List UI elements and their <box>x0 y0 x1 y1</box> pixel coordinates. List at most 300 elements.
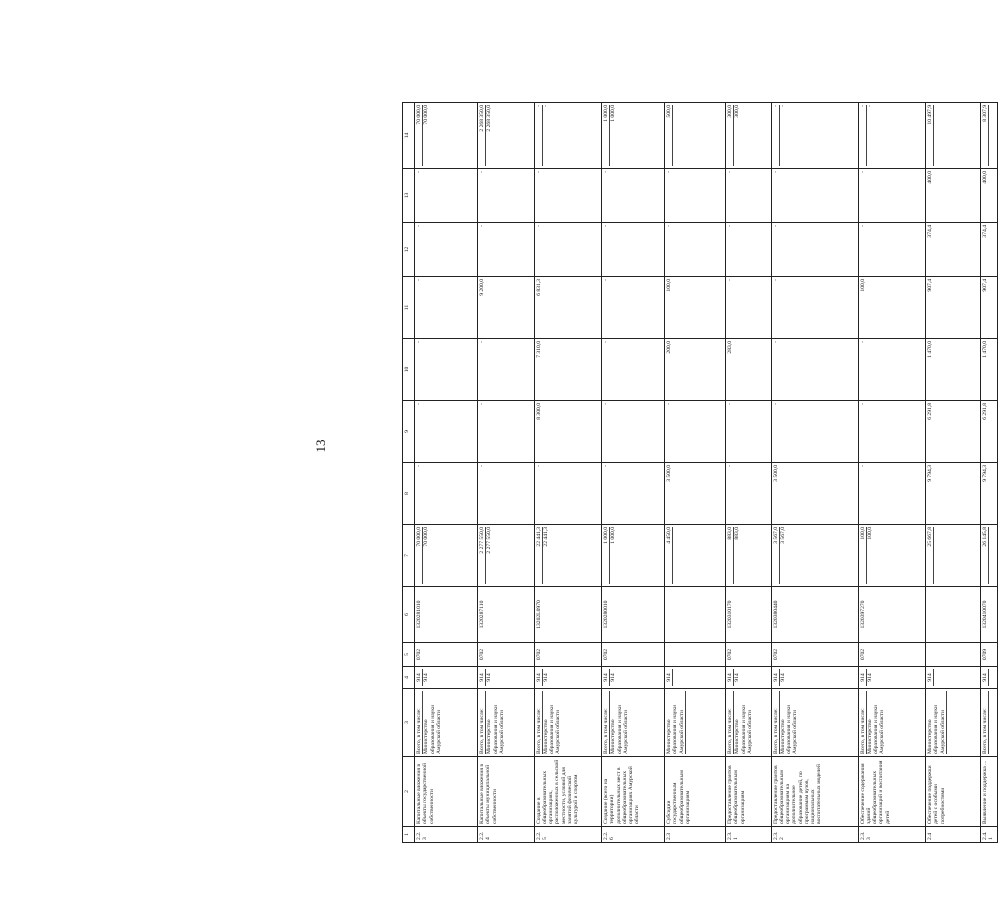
cell-subvalue: Министерство образования и науки Амурской области <box>542 705 562 754</box>
table-cell-exec1 <box>665 689 726 757</box>
cell-subvalue: 1 000,0 <box>610 527 617 544</box>
table-cell-rzpr <box>771 643 858 667</box>
table-cell-y2017 <box>665 277 726 339</box>
table-row <box>980 103 998 843</box>
cell-value: 6 291,8 <box>927 403 934 420</box>
table-cell-code <box>726 827 772 843</box>
cell-value: 8 307,9 <box>982 105 989 166</box>
table-cell-code <box>415 827 478 843</box>
table-cell-y2016 <box>726 339 772 401</box>
cell-value: 2.3.2 <box>772 831 785 840</box>
cell-subvalue: 2 268 350,0 <box>486 105 493 132</box>
table-cell-y2017 <box>726 277 772 339</box>
cell-value: - <box>772 403 779 405</box>
header-cell: 2 <box>403 757 415 827</box>
cell-value: 374,4 <box>927 225 934 238</box>
cell-value: Субсидии государственным общеобразовательным организациям <box>666 770 691 824</box>
cell-subvalue: 914 <box>423 673 430 682</box>
table-cell-y2016 <box>858 339 925 401</box>
cell-value: 200,0 <box>666 341 673 354</box>
cell-subvalue: 914 <box>486 673 493 682</box>
table-cell-exec1 <box>602 689 665 757</box>
cell-value: - <box>773 105 780 166</box>
cell-value: 1320410070 <box>981 600 988 629</box>
cell-value: 1320281010 <box>416 600 422 629</box>
cell-value: 70 000,0 <box>416 527 423 584</box>
header-cell: 7 <box>403 525 415 587</box>
table-cell-y2016 <box>771 339 858 401</box>
table-cell-rzpr <box>534 643 601 667</box>
cell-value: - <box>603 279 610 281</box>
cell-value: - <box>416 403 422 405</box>
table-cell-rzpr <box>415 643 478 667</box>
table-cell-code <box>665 827 726 843</box>
cell-subvalue: - <box>866 105 873 107</box>
cell-value: - <box>603 465 610 467</box>
table-cell-rzpr <box>858 643 925 667</box>
cell-value: 70 000,0 <box>416 105 423 166</box>
cell-subvalue: Министерство образования и науки Амурской области <box>734 705 753 754</box>
cell-value: 0702 <box>603 648 610 661</box>
cell-value: - <box>860 105 867 166</box>
table-cell-grbs1 <box>602 667 665 689</box>
cell-value: - <box>727 225 734 227</box>
cell-value: - <box>859 225 866 227</box>
cell-value: 13202L0970 <box>535 600 542 629</box>
cell-value: - <box>479 341 486 343</box>
cell-value: 6 831,3 <box>535 279 542 296</box>
table-cell-y2020a <box>726 103 772 169</box>
table-cell-y2019 <box>415 169 478 223</box>
table-row <box>602 103 665 843</box>
cell-value: 914 <box>927 669 934 686</box>
table-cell-y2016 <box>926 339 980 401</box>
table-cell-y2019 <box>726 169 772 223</box>
table-cell-y2018 <box>980 223 998 277</box>
table-cell-y2014 <box>415 463 478 525</box>
table-cell-name <box>534 757 601 827</box>
table-cell-code <box>980 827 998 843</box>
table-row <box>926 103 980 843</box>
cell-subvalue: 883,0 <box>734 527 741 540</box>
cell-subvalue: 100,0 <box>866 527 873 540</box>
cell-value: - <box>535 225 542 227</box>
cell-value: 2.2.5 <box>535 831 548 840</box>
cell-subvalue: - <box>542 105 549 107</box>
cell-value: 500,0 <box>666 105 673 166</box>
cell-value: - <box>416 225 422 227</box>
cell-value: - <box>416 279 422 281</box>
table-cell-y2014 <box>602 463 665 525</box>
cell-value: - <box>727 403 734 405</box>
table-cell-y2014 <box>926 463 980 525</box>
cell-value: 9 794,3 <box>927 465 934 482</box>
cell-value: 7 310,0 <box>535 341 542 358</box>
cell-subvalue: 300,0 <box>734 105 741 118</box>
cell-value: 0702 <box>479 648 486 661</box>
cell-subvalue: Министерство образования и науки Амурской области <box>866 705 886 754</box>
table-cell-csr <box>980 587 998 643</box>
table-cell-grbs1 <box>980 667 998 689</box>
table-cell-code <box>771 827 858 843</box>
cell-value: 0702 <box>535 648 542 661</box>
table-cell-exec1 <box>771 689 858 757</box>
cell-value: 883,0 <box>727 527 734 584</box>
table-cell-y2020a <box>926 103 980 169</box>
table-cell-y2014 <box>665 463 726 525</box>
table-cell-y2016 <box>478 339 535 401</box>
cell-value: 100,0 <box>860 527 867 584</box>
table-cell-csr <box>602 587 665 643</box>
cell-value: 914 <box>727 669 734 686</box>
cell-value: 914 <box>982 669 989 686</box>
table-cell-rzpr <box>980 643 998 667</box>
table-cell-y2016 <box>665 339 726 401</box>
cell-value: Обеспечение поддержки детей с особыми потребностями <box>927 765 946 824</box>
table-cell-y2017 <box>858 277 925 339</box>
cell-value: Капитальные вложения в объекты муниципальной собственности <box>479 764 498 824</box>
table-cell-y2018 <box>771 223 858 277</box>
header-cell: 11 <box>403 277 415 339</box>
cell-value: 2.3 <box>666 833 673 840</box>
table-cell-y2017 <box>926 277 980 339</box>
cell-value: - <box>479 225 486 227</box>
cell-value: 22 441,3 <box>536 527 543 584</box>
budget-table <box>402 102 998 843</box>
cell-value: 914 <box>860 669 867 686</box>
table-cell-name <box>415 757 478 827</box>
table-cell-y2017 <box>478 277 535 339</box>
table-cell-name <box>858 757 925 827</box>
table-cell-y2018 <box>665 223 726 277</box>
cell-value: Всего, в том числе: <box>536 691 543 754</box>
cell-subvalue: Министерство образования и науки Амурской области <box>610 705 629 754</box>
table-row <box>726 103 772 843</box>
cell-subvalue: 914 <box>734 673 741 682</box>
cell-value: 374,4 <box>981 225 988 238</box>
cell-value: 0702 <box>772 648 779 661</box>
table-cell-grbs1 <box>665 667 726 689</box>
table-cell-y2015 <box>665 401 726 463</box>
table-cell-y2017 <box>415 277 478 339</box>
cell-value: 2.2.6 <box>603 831 616 840</box>
cell-value: Всего, в том числе: <box>773 691 780 754</box>
header-cell: 5 <box>403 643 415 667</box>
cell-value: 914 <box>479 669 486 686</box>
table-cell-grbs1 <box>534 667 601 689</box>
cell-subvalue: 70 000,0 <box>423 527 430 547</box>
cell-value: 100,0 <box>666 279 673 292</box>
table-cell-name <box>665 757 726 827</box>
header-cell: 6 <box>403 587 415 643</box>
table-cell-y2017 <box>980 277 998 339</box>
cell-value: - <box>535 465 542 467</box>
table-cell-y2020a <box>665 103 726 169</box>
cell-value: 914 <box>416 669 423 686</box>
table-cell-name <box>726 757 772 827</box>
cell-value: - <box>603 403 610 405</box>
cell-value: - <box>416 341 422 343</box>
cell-subvalue: 3 567,0 <box>779 527 786 544</box>
table-cell-code <box>858 827 925 843</box>
table-cell-y2020a <box>771 103 858 169</box>
table-cell-y2017 <box>602 277 665 339</box>
cell-value: 26 145,8 <box>982 527 989 584</box>
table-cell-y2020a <box>415 103 478 169</box>
table-cell-grbs1 <box>858 667 925 689</box>
table-cell-grbs1 <box>771 667 858 689</box>
cell-value: - <box>536 105 543 166</box>
table-cell-y2018 <box>726 223 772 277</box>
cell-value: 0702 <box>416 648 422 661</box>
header-cell: 9 <box>403 401 415 463</box>
cell-value: Создание (всего на территории) дополнительных мест в общеобразовательных организациях Амурской области <box>603 766 641 824</box>
cell-value: Всего, в том числе: <box>416 691 423 754</box>
cell-value: - <box>479 465 486 467</box>
table-cell-y2018 <box>534 223 601 277</box>
cell-value: - <box>416 465 422 467</box>
cell-value: Министерство образования и науки Амурской области <box>927 691 947 754</box>
table-row <box>665 103 726 843</box>
table-row <box>415 103 478 843</box>
table-cell-total1 <box>602 525 665 587</box>
table-cell-total1 <box>771 525 858 587</box>
cell-value: 25 667,8 <box>927 527 934 584</box>
cell-value: - <box>859 171 866 173</box>
table-cell-name <box>980 757 998 827</box>
cell-value: - <box>772 171 779 173</box>
table-cell-csr <box>858 587 925 643</box>
table-cell-y2018 <box>858 223 925 277</box>
cell-value: 2.3.3 <box>859 831 872 840</box>
cell-subvalue: 914 <box>779 673 786 682</box>
header-cell: 14 <box>403 103 415 169</box>
header-row <box>403 103 415 843</box>
cell-value: 100,0 <box>859 279 866 292</box>
table-cell-grbs1 <box>415 667 478 689</box>
cell-value: Всего, в том числе: <box>727 691 734 754</box>
table-cell-y2014 <box>534 463 601 525</box>
cell-value: - <box>772 279 779 281</box>
table-cell-code <box>534 827 601 843</box>
cell-value: - <box>666 225 673 227</box>
table-cell-y2019 <box>858 169 925 223</box>
table-cell-name <box>478 757 535 827</box>
table-cell-rzpr <box>726 643 772 667</box>
table-cell-y2015 <box>980 401 998 463</box>
table-cell-csr <box>726 587 772 643</box>
cell-value: Министерство образования и науки Амурской области <box>666 691 686 754</box>
table-body <box>415 103 998 843</box>
cell-value: 914 <box>536 669 543 686</box>
table-cell-code <box>478 827 535 843</box>
table-cell-y2019 <box>665 169 726 223</box>
table-cell-y2016 <box>534 339 601 401</box>
cell-value: Всего, в том числе: <box>603 691 610 754</box>
table-cell-exec1 <box>726 689 772 757</box>
table-cell-csr <box>665 587 726 643</box>
table-cell-y2019 <box>980 169 998 223</box>
table-cell-exec1 <box>415 689 478 757</box>
table-cell-csr <box>534 587 601 643</box>
table-cell-y2020a <box>534 103 601 169</box>
header-cell: 1 <box>403 827 415 843</box>
cell-value: Обеспечение содержания зданий общеобразовательных организаций и воспитания детей <box>859 760 891 824</box>
cell-value: Капитальные вложения в объекты государственной собственности <box>416 763 435 824</box>
header-cell: 4 <box>403 667 415 689</box>
header-cell: 12 <box>403 223 415 277</box>
cell-value: - <box>772 225 779 227</box>
table-cell-total1 <box>858 525 925 587</box>
cell-subvalue: 1 000,0 <box>610 105 617 122</box>
table-cell-total1 <box>478 525 535 587</box>
cell-subvalue: 22 441,3 <box>542 527 549 547</box>
table-cell-csr <box>771 587 858 643</box>
table-cell-y2015 <box>926 401 980 463</box>
cell-value: - <box>479 171 486 173</box>
table-cell-y2018 <box>415 223 478 277</box>
table-cell-y2014 <box>858 463 925 525</box>
cell-value: 3 500,0 <box>666 465 673 482</box>
table-cell-y2016 <box>415 339 478 401</box>
cell-value: 2.4 <box>927 833 934 840</box>
cell-value: 907,4 <box>927 279 934 292</box>
table-cell-y2014 <box>726 463 772 525</box>
cell-value: 283,0 <box>727 341 734 354</box>
cell-value: 9 794,3 <box>981 465 988 482</box>
table-cell-exec1 <box>534 689 601 757</box>
cell-value: Создание в общеобразовательных организациях, расположенных в сельской местности, условий для занятий физической культурой и спортом <box>535 759 580 824</box>
table-cell-y2019 <box>478 169 535 223</box>
table-cell-code <box>602 827 665 843</box>
cell-value: 2.2.4 <box>479 831 492 840</box>
table-cell-y2020a <box>478 103 535 169</box>
table-cell-total1 <box>534 525 601 587</box>
table-cell-y2020a <box>980 103 998 169</box>
budget-table-rotated <box>402 103 998 843</box>
table-cell-code <box>926 827 980 843</box>
cell-value: 10 497,9 <box>927 105 934 166</box>
cell-value: 907,4 <box>981 279 988 292</box>
page-number: 13 <box>313 439 328 453</box>
table-cell-y2017 <box>771 277 858 339</box>
cell-value: - <box>727 465 734 467</box>
cell-subvalue: - <box>779 105 786 107</box>
cell-value: 1 470,0 <box>927 341 934 358</box>
table-cell-y2019 <box>771 169 858 223</box>
cell-value: 1320397270 <box>859 600 866 629</box>
table-cell-grbs1 <box>478 667 535 689</box>
table-cell-y2015 <box>478 401 535 463</box>
table-row <box>534 103 601 843</box>
table-cell-rzpr <box>602 643 665 667</box>
table-cell-y2014 <box>771 463 858 525</box>
cell-value: 8 300,0 <box>535 403 542 420</box>
cell-value: 3 567,0 <box>773 527 780 584</box>
cell-value: 2.4.1 <box>981 831 994 840</box>
table-cell-total1 <box>980 525 998 587</box>
cell-subvalue: 914 <box>866 673 873 682</box>
table-cell-exec1 <box>980 689 998 757</box>
cell-subvalue: 70 000,0 <box>423 105 430 125</box>
cell-value: Всего, в том числе: <box>479 691 486 754</box>
table-cell-y2018 <box>478 223 535 277</box>
cell-value: 1320380440 <box>772 600 779 629</box>
table-cell-exec1 <box>926 689 980 757</box>
cell-value: - <box>859 341 866 343</box>
cell-subvalue: Министерство образования и науки Амурской области <box>779 705 799 754</box>
table-cell-grbs1 <box>726 667 772 689</box>
table-cell-y2016 <box>602 339 665 401</box>
table-cell-total1 <box>415 525 478 587</box>
cell-value: - <box>479 403 486 405</box>
header-cell: 10 <box>403 339 415 401</box>
table-cell-y2015 <box>534 401 601 463</box>
table-cell-rzpr <box>665 643 726 667</box>
cell-value: - <box>859 465 866 467</box>
cell-value: - <box>603 171 610 173</box>
table-cell-y2019 <box>534 169 601 223</box>
cell-subvalue: Министерство образования и науки Амурской области <box>423 705 442 754</box>
cell-value: - <box>416 171 422 173</box>
cell-value: - <box>727 279 734 281</box>
cell-value: 6 291,8 <box>981 403 988 420</box>
table-cell-total1 <box>665 525 726 587</box>
cell-value: 2 277 550,0 <box>479 527 486 584</box>
cell-value: 2.2.3 <box>416 831 429 840</box>
cell-value: - <box>603 341 610 343</box>
table-cell-y2014 <box>980 463 998 525</box>
cell-value: - <box>666 403 673 405</box>
cell-value: 1320310170 <box>727 600 734 629</box>
header-cell: 13 <box>403 169 415 223</box>
table-cell-y2019 <box>602 169 665 223</box>
cell-value: - <box>727 171 734 173</box>
table-cell-y2015 <box>771 401 858 463</box>
table-cell-csr <box>926 587 980 643</box>
table-cell-y2015 <box>415 401 478 463</box>
table-cell-name <box>771 757 858 827</box>
table-cell-name <box>602 757 665 827</box>
cell-subvalue: Министерство образования и науки Амурской области <box>486 705 505 754</box>
header-cell: 8 <box>403 463 415 525</box>
header-cell: 3 <box>403 689 415 757</box>
cell-value: 0702 <box>859 648 866 661</box>
cell-value: 0702 <box>727 648 734 661</box>
cell-value: 300,0 <box>727 105 734 166</box>
cell-value: 1 000,0 <box>603 527 610 584</box>
cell-value: - <box>772 341 779 343</box>
cell-subvalue: 914 <box>610 673 617 682</box>
table-cell-y2017 <box>534 277 601 339</box>
table-cell-total1 <box>926 525 980 587</box>
cell-value: 1320280010 <box>603 600 610 629</box>
table-cell-y2014 <box>478 463 535 525</box>
table-cell-total1 <box>726 525 772 587</box>
cell-value: - <box>666 171 673 173</box>
table-cell-grbs1 <box>926 667 980 689</box>
table-cell-y2018 <box>926 223 980 277</box>
cell-value: 2 268 350,0 <box>479 105 486 166</box>
cell-value: - <box>859 403 866 405</box>
cell-value: 914 <box>603 669 610 686</box>
cell-value: 1 000,0 <box>603 105 610 166</box>
cell-value: 9 200,0 <box>479 279 486 296</box>
cell-value: 1 470,0 <box>981 341 988 358</box>
table-cell-rzpr <box>926 643 980 667</box>
table-cell-exec1 <box>858 689 925 757</box>
table-cell-y2015 <box>858 401 925 463</box>
